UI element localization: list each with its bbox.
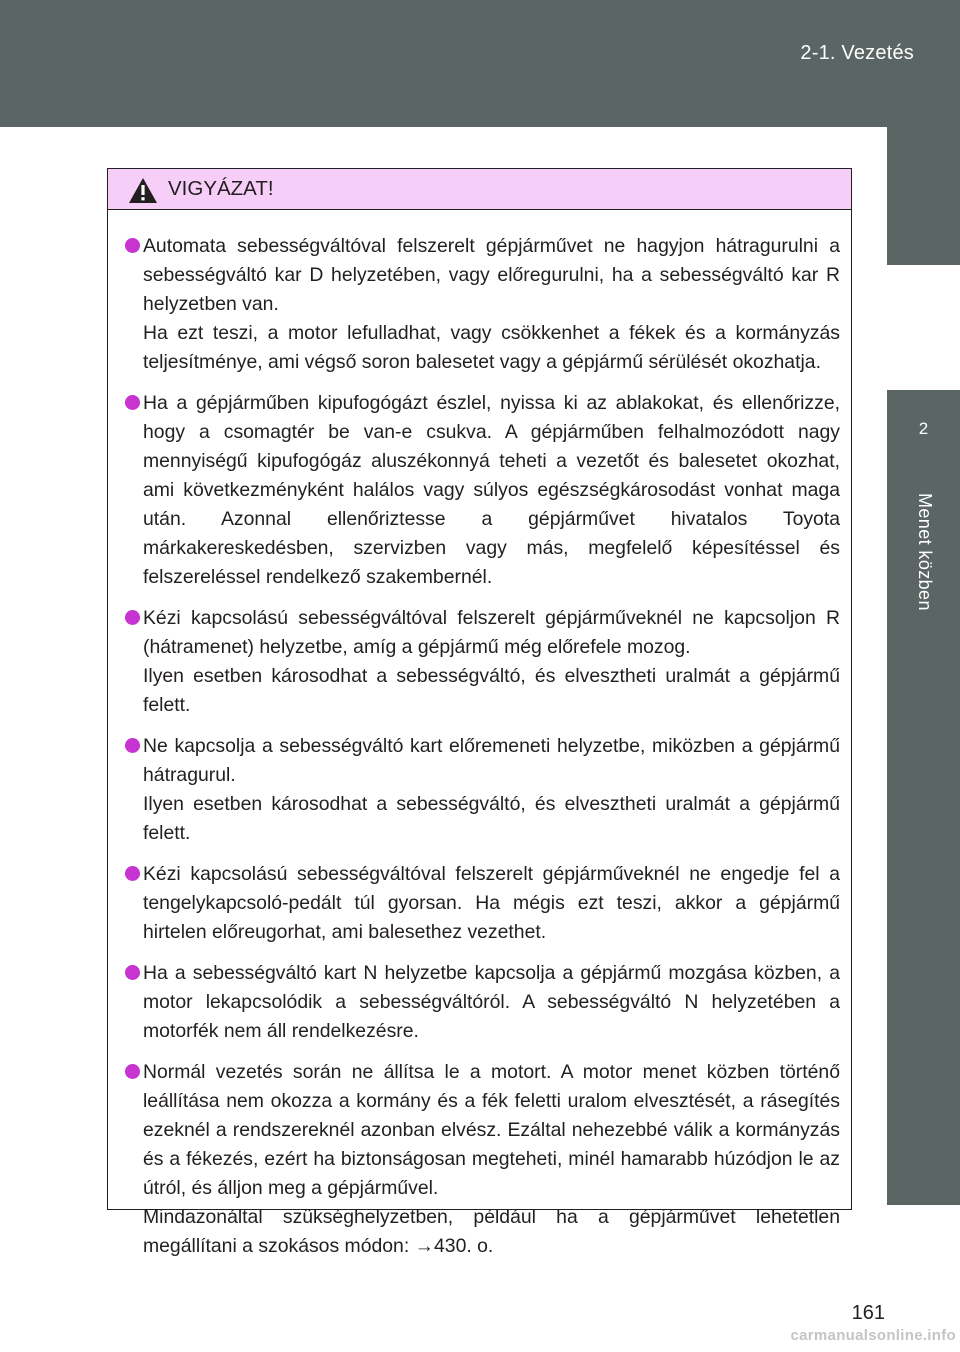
warning-text: Kézi kapcsolású sebességváltóval felszerelt gépjárműveknél ne engedje fel a tengelykapcsoló-pedált túl gyorsan. Ha mégis ezt teszi, akkor a gépjármű hirtelen előreugorhat, ami balesethez vezethet. [143,863,840,943]
warning-item [126,389,840,592]
side-tab-notch [887,265,960,390]
warning-item [126,860,840,947]
section-title: 2-1. Vezetés [800,42,914,64]
warning-item [126,604,840,720]
chapter-number: 2 [918,419,929,438]
watermark: carmanualsonline.info [790,1327,956,1344]
warning-item [126,732,840,848]
bullet-icon [125,395,140,410]
warning-text: Ilyen esetben károsodhat a sebességváltó, és elvesztheti uralmát a gépjármű felett. [143,793,840,844]
warning-text: Ha ezt teszi, a motor lefulladhat, vagy csökkenhet a fékek és a kormányzás teljesítménye, ami végső soron balesetet vagy a gépjármű sérülését okozhatja. [143,322,840,373]
bullet-icon [125,238,140,253]
warning-item [126,232,840,377]
bullet-icon [125,965,140,980]
warning-text: Mindazonáltal szükséghelyzetben, például ha a gépjárművet lehetetlen megállítani a szokásos módon: →430. o. [143,1206,840,1257]
bullet-icon [125,738,140,753]
warning-text: Ha a gépjárműben kipufogógázt észlel, nyissa ki az ablakokat, és ellenőrizze, hogy a csomagtér be van-e csukva. A gépjárműben felhalmozódott nagy mennyiségű kipufogógáz aluszékonnyá teheti a vezetőt és balesetet okozhat, ami következményként halálos vagy súlyos egészségkárosodást vonhat maga után. Azonnal ellenőriztesse a gépjárművet hivatalos Toyota márkakereskedésben, szervizben vagy más, megfelelő képesítéssel és felszereléssel rendelkező szakembernél. [143,392,840,588]
warning-text: Kézi kapcsolású sebességváltóval felszerelt gépjárműveknél ne kapcsoljon R (hátramenet) helyzetbe, amíg a gépjármű még előrefele mozog. [143,607,840,658]
warning-box [107,168,852,1257]
warning-text: Normál vezetés során ne állítsa le a motort. A motor menet közben történő leállítása nem okozza a kormány és a fék feletti uralom elvesztését, a rásegítés ezeknél a rendszereknél azonban elvész. Ezáltal nehezebbé válik a kormányzás és a fékezés, ezért ha biztonságosan megteheti, minél hamarabb húzódjon le az útról, és álljon meg a gépjárművel. [143,1061,840,1199]
chapter-side-tab [887,127,960,1205]
page-number: 161 [851,1302,885,1324]
warning-text: Ilyen esetben károsodhat a sebességváltó, és elvesztheti uralmát a gépjármű felett. [143,665,840,716]
header-band [0,0,960,127]
bullet-icon [125,610,140,625]
bullet-icon [125,866,140,881]
warning-text: Ne kapcsolja a sebességváltó kart előremeneti helyzetbe, miközben a gépjármű hátragurul. [143,735,840,786]
warning-triangle-icon [128,177,158,204]
warning-item [126,959,840,1046]
warning-item [126,1058,840,1261]
warning-list [108,210,851,1261]
warning-text: Ha a sebességváltó kart N helyzetbe kapcsolja a gépjármű mozgása közben, a motor lekapcsolódik a sebességváltóról. A sebességváltó N helyzetében a motorfék nem áll rendelkezésre. [143,962,840,1042]
warning-header [108,169,851,210]
warning-text: Automata sebességváltóval felszerelt gépjárművet ne hagyjon hátragurulni a sebességváltó kar D helyzetében, vagy előregurulni, ha a sebességváltó kar R helyzetben van. [143,235,840,315]
chapter-title: Menet közben [915,493,935,611]
warning-title: VIGYÁZAT! [168,177,274,200]
bullet-icon [125,1064,140,1079]
